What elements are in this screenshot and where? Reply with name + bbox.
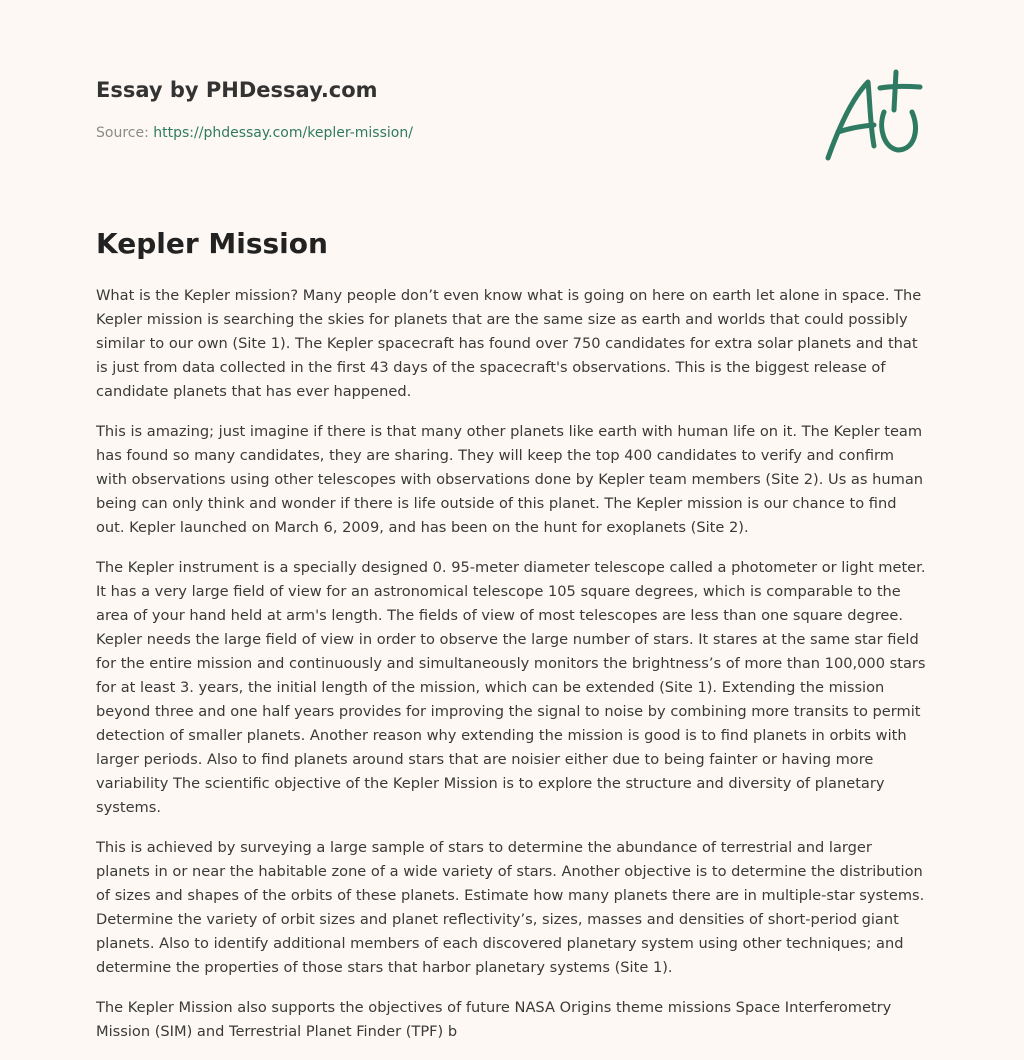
a-plus-grade-icon [824,68,924,164]
essay-paragraph: This is achieved by surveying a large sample of stars to determine the abundance of terrestrial and larger planets in or near the habitable zone of a wide variety of stars. Another objective is to determine the distribution of sizes and shapes of the orbits of these planets. Estimate how many planets there are in multiple-star systems. Determine the variety of orbit sizes and planet reflectivity’s, sizes, masses and densities of short-period giant planets. Also to identify additional members of each discovered planetary system using other techniques; and determine the properties of those stars that harbor planetary systems (Site 1). [96,839,925,976]
essay-paragraph: The Kepler Mission also supports the objectives of future NASA Origins theme missions Space Interferometry Mission (SIM) and Terrestrial Planet Finder (TPF) b [96,999,892,1040]
essay-body [96,284,928,1060]
essay-paragraph: What is the Kepler mission? Many people don’t even know what is going on here on earth let alone in space. The Kepler mission is searching the skies for planets that are the same size as earth and worlds that could possibly similar to our own (Site 1). The Kepler spacecraft has found over 750 candidates for extra solar planets and that is just from data collected in the first 43 days of the spacecraft's observations. This is the biggest release of candidate planets that has ever happened. [96,287,922,400]
essay-title: Kepler Mission [96,227,328,260]
site-title: Essay by PHDessay.com [96,78,378,102]
source-line [96,123,413,143]
essay-paragraph: This is amazing; just imagine if there is that many other planets like earth with human life on it. The Kepler team has found so many candidates, they are sharing. They will keep the top 400 candidates to verify and confirm with observations using other telescopes with observations done by Kepler team members (Site 2). Us as human being can only think and wonder if there is life outside of this planet. The Kepler mission is our chance to find out. Kepler launched on March 6, 2009, and has been on the hunt for exoplanets (Site 2). [96,423,924,536]
source-link[interactable]: https://phdessay.com/kepler-mission/ [153,125,413,141]
essay-paragraph: The Kepler instrument is a specially designed 0. 95-meter diameter telescope called a photometer or light meter. It has a very large field of view for an astronomical telescope 105 square degrees, which is comparable to the area of your hand held at arm's length. The fields of view of most telescopes are less than one square degree. Kepler needs the large field of view in order to observe the large number of stars. It stares at the same star field for the entire mission and continuously and simultaneously monitors the brightness’s of more than 100,000 stars for at least 3. years, the initial length of the mission, which can be extended (Site 1). Extending the mission beyond three and one half years provides for improving the signal to noise by combining more transits to permit detection of smaller planets. Another reason why extending the mission is good is to find planets in orbits with larger periods. Also to find planets around stars that are noisier either due to being fainter or having more variability The scientific objective of the Kepler Mission is to explore the structure and diversity of planetary systems. [96,559,926,816]
source-label: Source: [96,125,149,141]
